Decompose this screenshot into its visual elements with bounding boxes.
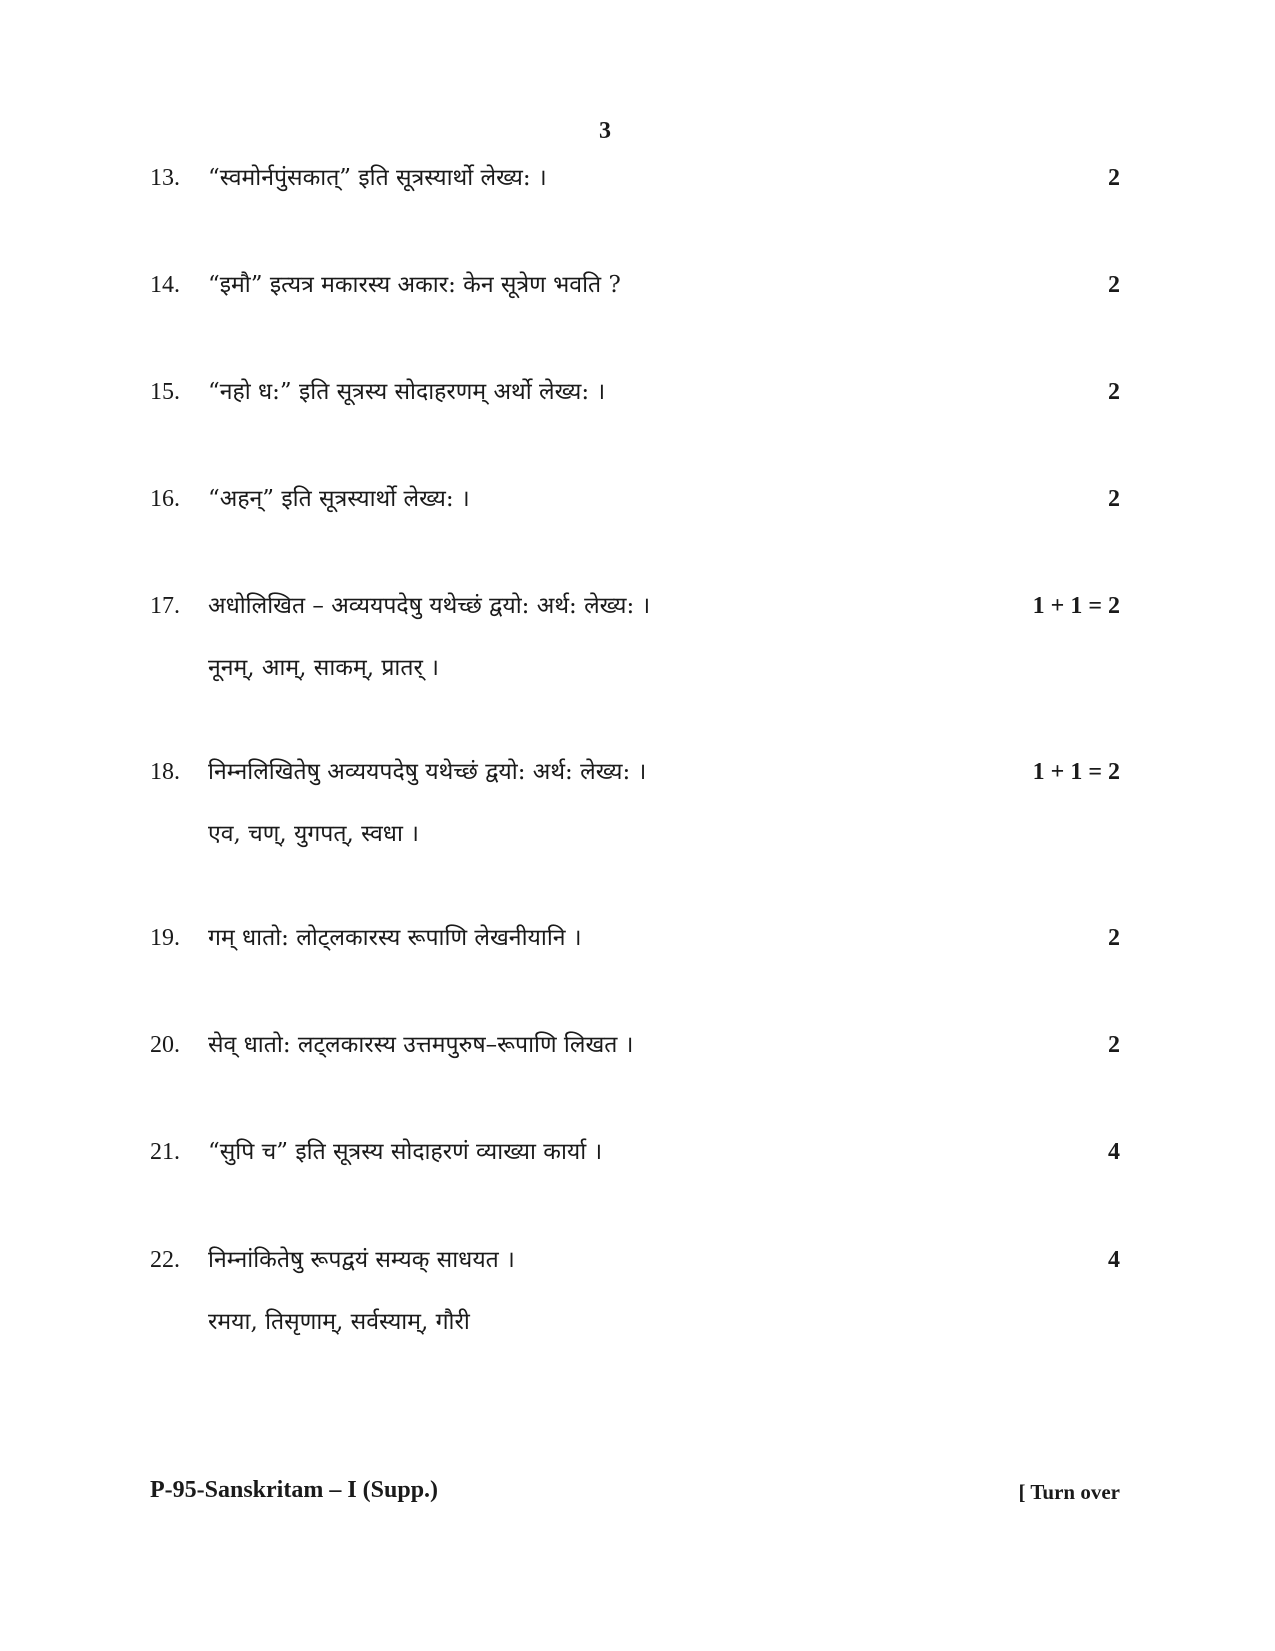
question-number: 21. [150,1139,180,1165]
turn-over-label: [ Turn over [1018,1480,1120,1504]
question-options: रमया, तिसृणाम्, सर्वस्याम्, गौरी [208,1309,470,1335]
question-number: 16. [150,486,180,512]
question-number: 17. [150,593,180,619]
question-21 [150,1134,1120,1170]
question-19 [150,920,1120,956]
question-marks: 1 + 1 = 2 [1032,593,1120,619]
question-15 [150,374,1120,410]
question-number: 18. [150,759,180,785]
question-marks: 2 [1108,272,1120,298]
question-text: “स्वमोर्नपुंसकात्” इति सूत्रस्यार्थो लेख्य: । [208,165,547,191]
question-text: “सुपि च” इति सूत्रस्य सोदाहरणं व्याख्या कार्या । [208,1139,603,1165]
paper-code: P-95-Sanskritam – I (Supp.) [150,1477,439,1503]
question-marks: 2 [1108,925,1120,951]
question-text: अधोलिखित – अव्ययपदेषु यथेच्छं द्वयो: अर्थ: लेख्य: । [208,593,651,619]
question-text: “इमौ” इत्यत्र मकारस्य अकार: केन सूत्रेण भवति ? [208,272,621,298]
question-number: 15. [150,379,180,405]
question-options: नूनम्, आम्, साकम्, प्रातर् । [208,655,439,681]
question-text: निम्नांकितेषु रूपद्वयं सम्यक् साधयत । [208,1247,515,1273]
question-marks: 4 [1108,1247,1120,1273]
question-number: 14. [150,272,180,298]
question-text: निम्नलिखितेषु अव्ययपदेषु यथेच्छं द्वयो: अर्थ: लेख्य: । [208,759,647,785]
question-18 [150,754,1120,852]
question-marks: 2 [1108,379,1120,405]
question-text: गम् धातो: लोट्लकारस्य रूपाणि लेखनीयानि । [208,925,582,951]
question-options: एव, चण्, युगपत्, स्वधा । [208,821,419,847]
page-number: 3 [599,118,611,144]
question-22 [150,1242,1120,1340]
question-marks: 4 [1108,1139,1120,1165]
question-14 [150,267,1120,303]
question-16 [150,481,1120,517]
question-text: सेव् धातो: लट्लकारस्य उत्तमपुरुष–रूपाणि लिखत । [208,1032,634,1058]
page-footer [150,1472,1120,1508]
question-number: 19. [150,925,180,951]
question-13 [150,160,1120,196]
question-17 [150,588,1120,686]
question-20 [150,1027,1120,1063]
question-marks: 1 + 1 = 2 [1032,759,1120,785]
question-number: 13. [150,165,180,191]
question-number: 22. [150,1247,180,1273]
question-marks: 2 [1108,486,1120,512]
question-text: “नहो ध:” इति सूत्रस्य सोदाहरणम् अर्थो लेख्य: । [208,379,606,405]
question-number: 20. [150,1032,180,1058]
question-marks: 2 [1108,1032,1120,1058]
question-marks: 2 [1108,165,1120,191]
question-text: “अहन्” इति सूत्रस्यार्थो लेख्य: । [208,486,470,512]
